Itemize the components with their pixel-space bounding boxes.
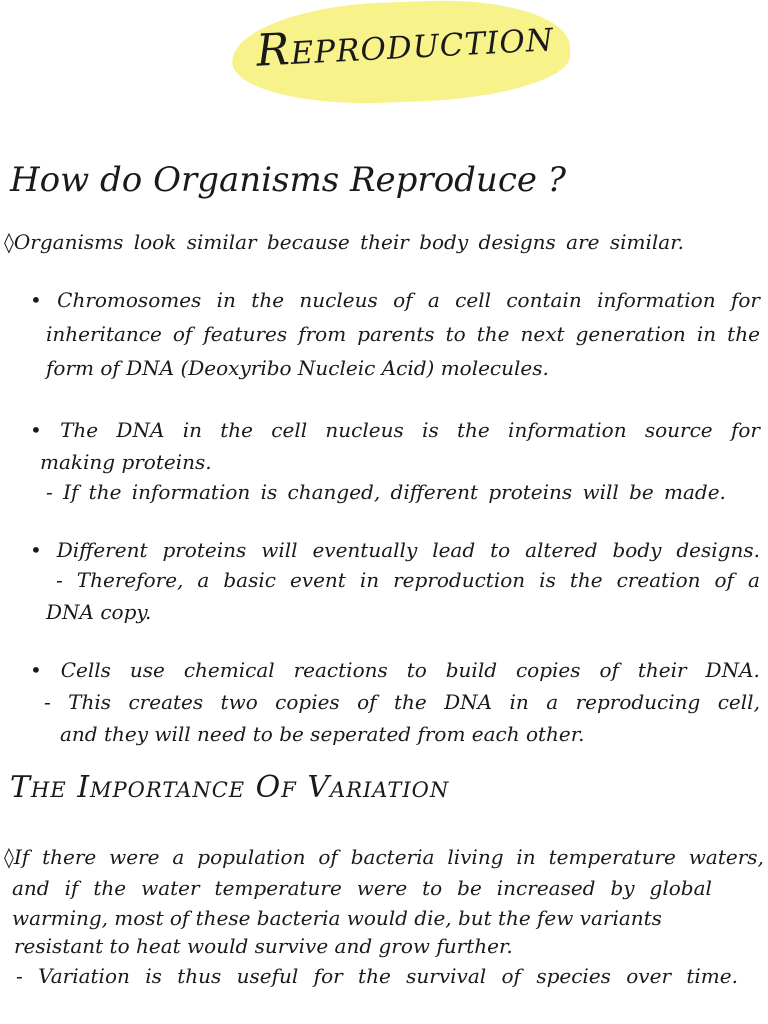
bullet-dna-source-line-2: making proteins. — [40, 450, 212, 474]
variation-line-2: and if the water temperature were to be increased by global — [12, 876, 712, 900]
bullet-copies-line-2: - This creates two copies of the DNA in a reproducing cell, — [44, 690, 760, 714]
bullet-chromosomes-line-2: inheritance of features from parents to the next generation in the — [46, 322, 760, 346]
variation-line-4: resistant to heat would survive and grow further. — [14, 934, 513, 958]
bullet-proteins-line-1: • Different proteins will eventually lead to altered body designs. — [30, 538, 760, 562]
intro-line: ◊Organisms look similar because their body designs are similar. — [4, 230, 684, 254]
variation-line-1: ◊If there were a population of bacteria living in temperature waters, — [4, 845, 764, 869]
bullet-chromosomes-line-3: form of DNA (Deoxyribo Nucleic Acid) molecules. — [46, 356, 549, 380]
page-title: Reproduction — [255, 10, 555, 77]
section-heading-reproduce: How do Organisms Reproduce ? — [10, 160, 567, 200]
bullet-copies-line-3: and they will need to be seperated from each other. — [60, 722, 585, 746]
bullet-dna-source-line-1: • The DNA in the cell nucleus is the information source for — [30, 418, 760, 442]
variation-line-3: warming, most of these bacteria would die, but the few variants — [12, 906, 662, 930]
bullet-copies-line-1: • Cells use chemical reactions to build copies of their DNA. — [30, 658, 760, 682]
bullet-proteins-line-3: DNA copy. — [46, 600, 152, 624]
bullet-chromosomes-line-1: • Chromosomes in the nucleus of a cell contain information for — [30, 288, 760, 312]
section-heading-variation: The Importance Of Variation — [10, 770, 450, 805]
variation-line-5: - Variation is thus useful for the survival of species over time. — [16, 964, 738, 988]
bullet-dna-source-line-3: - If the information is changed, different proteins will be made. — [46, 480, 726, 504]
bullet-proteins-line-2: - Therefore, a basic event in reproduction is the creation of a — [56, 568, 760, 592]
